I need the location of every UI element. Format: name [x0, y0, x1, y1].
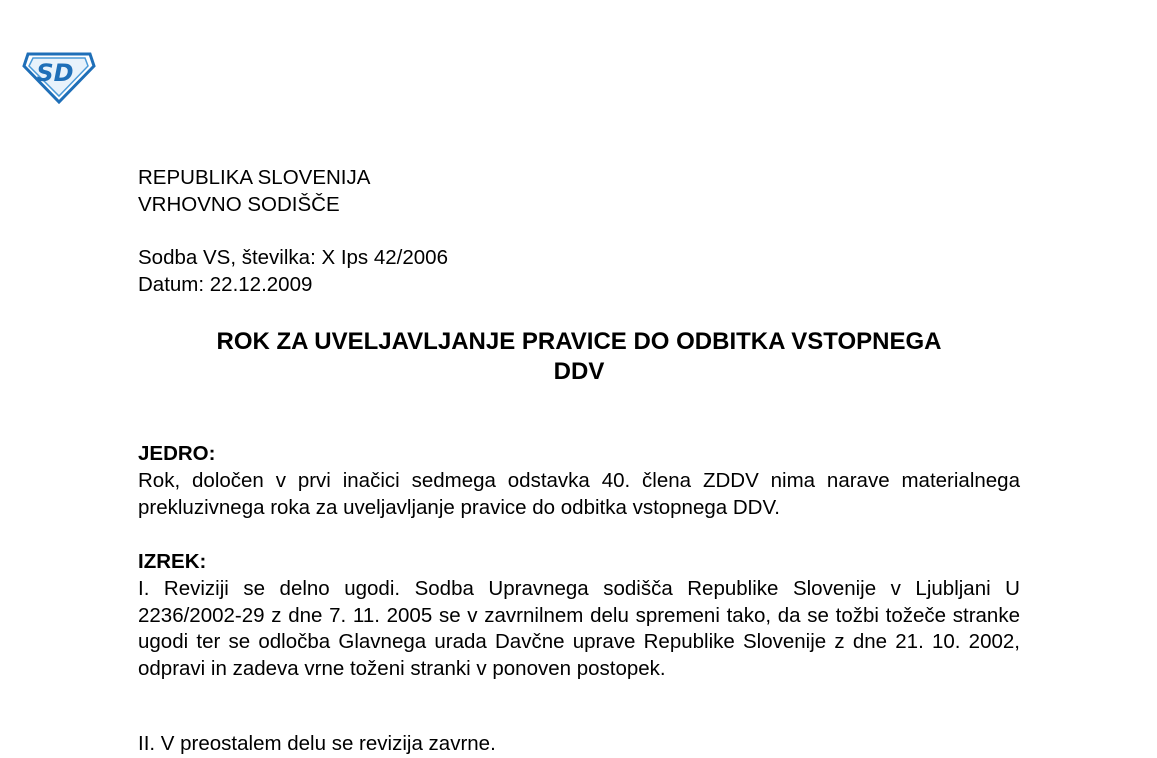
court-logo [22, 48, 96, 104]
shield-logo-icon [22, 48, 96, 104]
document-title [138, 327, 1020, 387]
title-line-1: ROK ZA UVELJAVLJANJE PRAVICE DO ODBITKA VSTOPNEGA [216, 328, 942, 355]
republic-name: REPUBLIKA SLOVENIJA [138, 166, 371, 189]
izrek-text: I. Reviziji se delno ugodi. Sodba Upravnega sodišča Republike Slovenije v Ljubljani U 2236/2002-29 z dne 7. 11. 2005 se v zavrnilnem delu spremeni tako, da se tožbi tožeče stranke ugodi ter se odločba Glavnega urada Davčne uprave Republike Slovenije z dne 21. 10. 2002, odpravi in zadeva vrne toženi stranki v ponoven postopek. [138, 576, 1020, 681]
jedro-heading: JEDRO: [138, 442, 216, 465]
title-line-2: DDV [553, 358, 605, 385]
jedro-section [138, 441, 1020, 521]
court-name: VRHOVNO SODIŠČE [138, 192, 340, 216]
izrek-heading: IZREK: [138, 550, 207, 573]
decision-date: Datum: 22.12.2009 [138, 273, 313, 297]
logo-monogram: SD [36, 59, 74, 87]
jedro-text: Rok, določen v prvi inačici sedmega odstavka 40. člena ZDDV nima narave materialnega prekluzivnega roka za uveljavljanje pravice do odbitka vstopnega DDV. [138, 468, 1020, 519]
case-number: Sodba VS, številka: X Ips 42/2006 [138, 246, 448, 270]
izrek-point-ii: II. V preostalem delu se revizija zavrne. [138, 732, 496, 755]
izrek-section [138, 549, 1020, 683]
header-block [138, 165, 1020, 299]
